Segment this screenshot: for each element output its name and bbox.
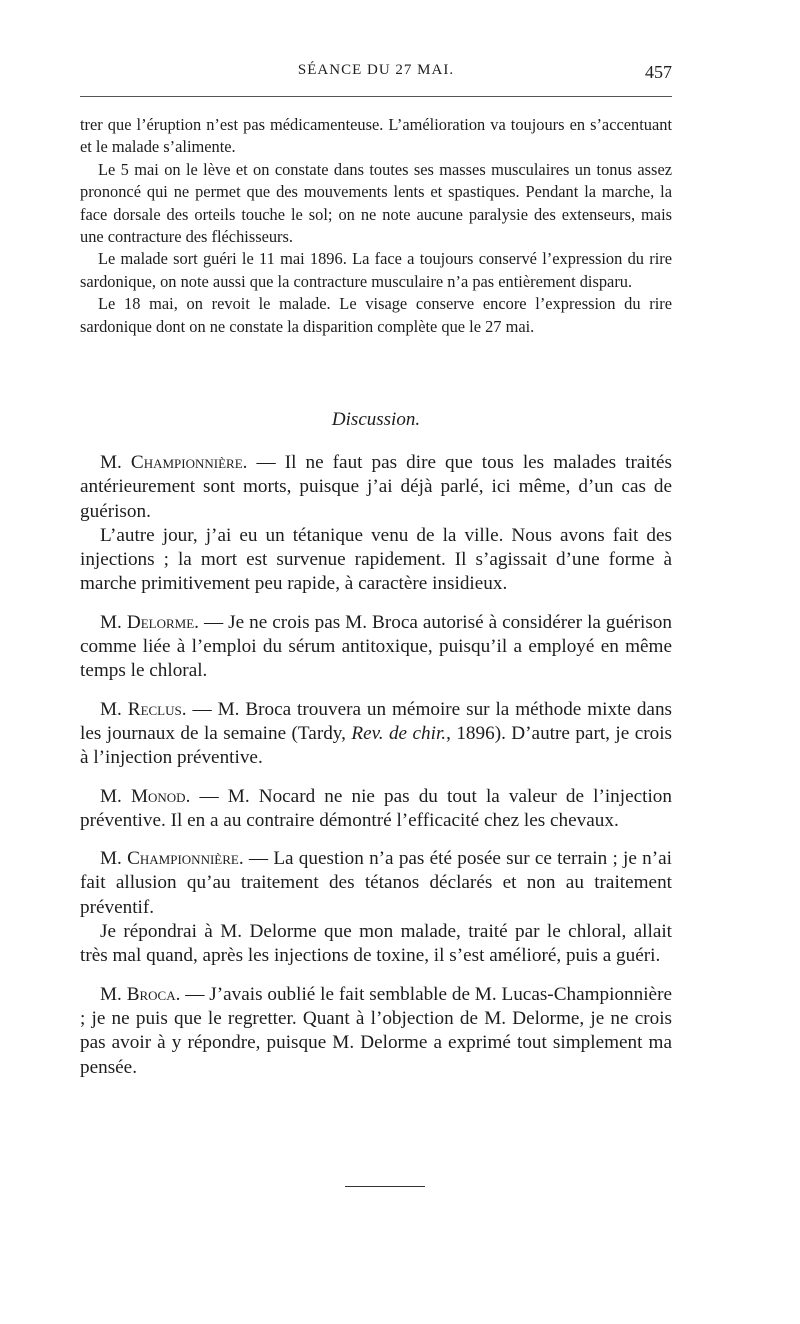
case-report [80, 114, 672, 338]
speech-text: — Il ne faut pas dire que tous les malades traités antérieurement sont morts, puisque j’ai déjà parlé, ici même, d’un cas de guérison. [80, 452, 672, 522]
case-paragraph: Le 18 mai, on revoit le malade. Le visage conserve encore l’expression du rire sardonique dont on ne constate la disparition complète que le 27 mai. [80, 294, 672, 336]
discussion-body [80, 451, 672, 1080]
speaker-name: M. Reclus. [100, 698, 187, 720]
page-number: 457 [645, 62, 672, 82]
speaker-name: M. Monod. [100, 785, 191, 807]
speech-text: — Je ne crois pas M. Broca autorisé à considérer la guérison comme liée à l’emploi du sérum antitoxique, puisqu’il a employé en même temps le chloral. [80, 611, 672, 682]
speech-paragraph [80, 785, 672, 834]
speech-text: — J’avais oublié le fait semblable de M. Lucas-Championnière ; je ne puis que le regretter. Quant à l’objection de M. Delorme, je ne crois pas avoir à y répondre, puisque M. Delorme a exprimé tout simplement ma pensée. [80, 983, 672, 1078]
running-header [80, 62, 672, 88]
speech-paragraph [80, 611, 672, 684]
header-title: SÉANCE DU 27 MAI. [297, 62, 455, 78]
speaker-name: M. Championnière. [100, 848, 244, 870]
header-rule [80, 96, 672, 97]
speech-paragraph [80, 983, 672, 1080]
speaker-name: M. Broca. [100, 983, 181, 1005]
section-end-rule [345, 1186, 425, 1187]
discussion-title: Discussion. [331, 409, 421, 430]
speaker-name: M. Championnière. [100, 452, 248, 473]
case-paragraph: Le 5 mai on le lève et on constate dans toutes ses masses musculaires un tonus assez prononcé qui ne permet que des mouvements lents et spastiques. Pendant la marche, la face dorsale des orteils touche le sol; on ne note aucune paralysie des extenseurs, mais une contracture des fléchisseurs. [80, 159, 672, 247]
case-paragraph: trer que l’éruption n’est pas médicamenteuse. L’amélioration va toujours en s’accentuant et le malade s’alimente. [80, 115, 672, 157]
speech-paragraph [80, 451, 672, 524]
case-paragraph: Le malade sort guéri le 11 mai 1896. La face a toujours conservé l’expression du rire sardonique, on note aussi que la contracture musculaire n’a pas entièrement disparu. [80, 249, 672, 291]
speech-paragraph [80, 698, 672, 771]
speech-text: — M. Nocard ne nie pas du tout la valeur de l’injection préventive. Il en a au contraire démontré l’efficacité chez les chevaux. [80, 785, 672, 831]
speech-paragraph [80, 847, 672, 920]
speech-text: , 1896). D’autre part, je crois à l’injection préventive. [80, 722, 672, 769]
speech-paragraph: Je répondrai à M. Delorme que mon malade, traité par le chloral, allait très mal quand, après les injections de toxine, il s’est amélioré, puis a guéri. [80, 921, 672, 967]
speech-text: — M. Broca trouvera un mémoire sur la méthode mixte dans les journaux de la semaine (Tardy, [80, 698, 673, 744]
speaker-name: M. Delorme. [100, 611, 199, 633]
speech-paragraph: L’autre jour, j’ai eu un tétanique venu de la ville. Nous avons fait des injections ; la mort est survenue rapidement. Il s’agissait d’une forme à marche primitivement peu rapide, à caractère insidieux. [80, 524, 672, 595]
journal-citation: Rev. de chir. [351, 722, 447, 744]
speech-text: — La question n’a pas été posée sur ce terrain ; je n’ai fait allusion qu’au traitement des tétanos déclarés et non au traitement préventif. [80, 848, 672, 918]
